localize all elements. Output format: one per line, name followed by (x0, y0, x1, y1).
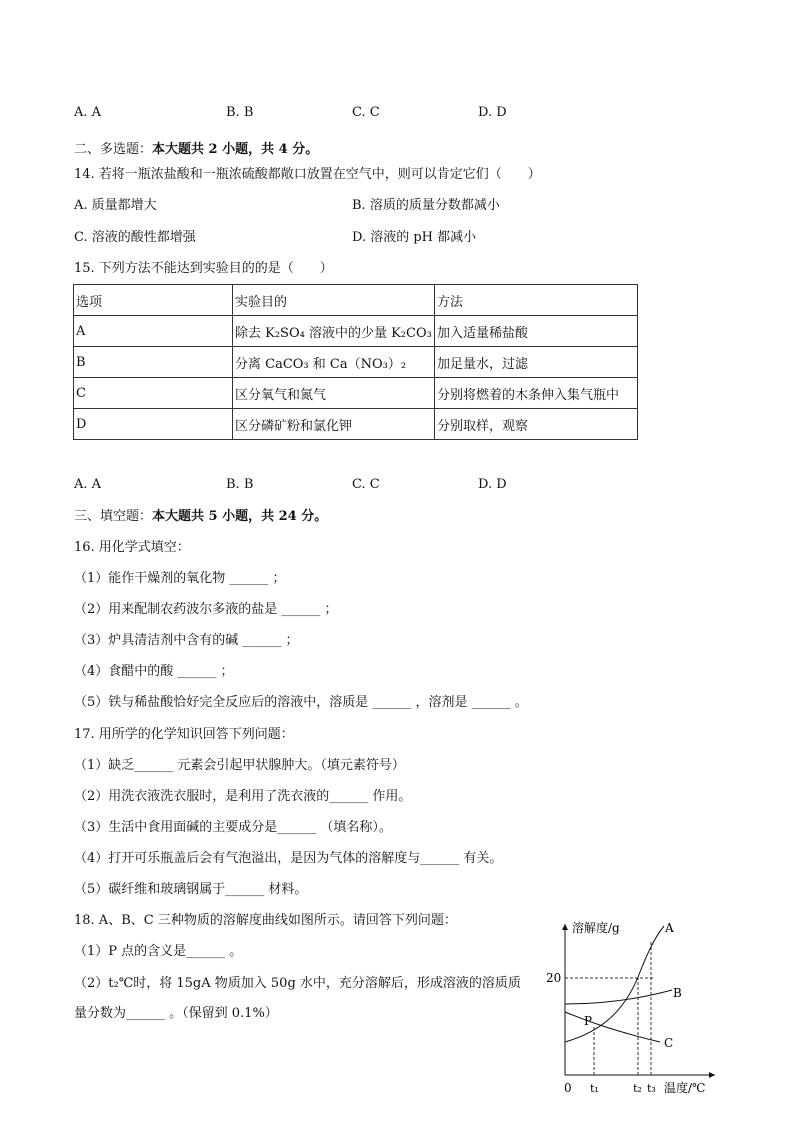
table-cell: 分别将燃着的木条伸入集气瓶中 (435, 378, 638, 409)
section-2-detail: 本大题共 2 小题，共 4 分。 (152, 142, 319, 157)
q14-option-c: C. 溶液的酸性都增强 (74, 230, 196, 245)
table-row (74, 409, 638, 440)
point-p-label: P (584, 1014, 593, 1028)
q15-table (73, 284, 638, 440)
x-tick-t2: t₂ (633, 1082, 642, 1095)
table-cell: B (74, 347, 233, 378)
q14-option-d: D. 溶液的 pH 都减小 (352, 230, 477, 245)
y-tick-20: 20 (546, 971, 562, 985)
q16-item-2: （2）用来配制农药波尔多液的盐是 ______ ； (74, 602, 338, 617)
q15-stem: 15. 下列方法不能达到实验目的的是（ ） (74, 261, 333, 276)
table-header-cell: 选项 (74, 285, 233, 316)
table-header-cell: 实验目的 (233, 285, 435, 316)
table-cell: 区分磷矿粉和氯化钾 (233, 409, 435, 440)
q13-option-a: A. A (74, 105, 102, 120)
q16-item-4: （4）食醋中的酸 ______ ； (74, 664, 234, 679)
x-tick-t3: t₃ (647, 1082, 656, 1095)
table-cell: 分别取样，观察 (435, 409, 638, 440)
q15-option-c: C. C (352, 477, 380, 492)
x-tick-t1: t₁ (590, 1082, 599, 1095)
x-axis-label: 温度/℃ (664, 1081, 706, 1095)
table-header-row (74, 285, 638, 316)
q18-item-2-line-1: （2）t₂℃时，将 15gA 物质加入 50g 水中，充分溶解后，形成溶液的溶质质 (74, 976, 521, 991)
q17-item-1: （1）缺乏______ 元素会引起甲状腺肿大。（填元素符号） (74, 758, 405, 773)
curve-a-label: A (665, 921, 674, 935)
table-cell: C (74, 378, 233, 409)
q16-item-3: （3）炉具清洁剂中含有的碱 ______ ； (74, 633, 299, 648)
table-cell: 区分氧气和氮气 (233, 378, 435, 409)
table-cell: D (74, 409, 233, 440)
section-2-heading (74, 142, 318, 158)
section-2-prefix: 二、多选题： (74, 142, 153, 157)
table-cell: 分离 CaCO₃ 和 Ca（NO₃）₂ (233, 347, 435, 378)
q15-option-d: D. D (478, 477, 507, 492)
curve-a (565, 926, 664, 1042)
q17-item-3: （3）生活中食用面碱的主要成分是______ （填名称）。 (74, 820, 392, 835)
q18-item-1: （1）P 点的含义是______ 。 (74, 944, 243, 959)
q13-option-c: C. C (352, 105, 380, 120)
y-axis-label: 溶解度/g (572, 921, 620, 935)
table-row (74, 347, 638, 378)
curve-b-label: B (673, 986, 682, 1000)
section-3-prefix: 三、填空题： (74, 509, 153, 524)
section-3-detail: 本大题共 5 小题，共 24 分。 (152, 509, 328, 524)
q15-option-b: B. B (226, 477, 254, 492)
q16-item-5: （5）铁与稀盐酸恰好完全反应后的溶液中，溶质是 ______ ，溶剂是 ______ 。 (74, 695, 528, 710)
q15-option-a: A. A (74, 477, 102, 492)
q17-item-4: （4）打开可乐瓶盖后会有气泡溢出，是因为气体的溶解度与______ 有关。 (74, 851, 503, 866)
curve-c-label: C (664, 1036, 674, 1050)
q18-item-2-line-2: 量分数为______ 。（保留到 0.1%） (74, 1006, 278, 1021)
table-cell: 加入适量稀盐酸 (435, 316, 638, 347)
curve-b (565, 990, 672, 1004)
q13-option-b: B. B (226, 105, 254, 120)
table-row (74, 378, 638, 409)
q14-option-a: A. 质量都增大 (74, 198, 157, 213)
section-3-heading (74, 509, 327, 525)
q18-stem: 18. A、B、C 三种物质的溶解度曲线如图所示。请回答下列问题： (74, 913, 457, 928)
q16-stem: 16. 用化学式填空： (74, 540, 190, 555)
table-cell: 加足量水，过滤 (435, 347, 638, 378)
q14-stem: 14. 若将一瓶浓盐酸和一瓶浓硫酸都敞口放置在空气中，则可以肯定它们（ ） (74, 167, 541, 182)
q17-item-5: （5）碳纤维和玻璃钢属于______ 材料。 (74, 882, 308, 897)
table-cell: A (74, 316, 233, 347)
table-cell: 除去 K₂SO₄ 溶液中的少量 K₂CO₃ (233, 316, 435, 347)
q17-item-2: （2）用洗衣液洗衣服时，是利用了洗衣液的______ 作用。 (74, 789, 412, 804)
solubility-curve-figure (540, 912, 730, 1097)
q13-option-d: D. D (478, 105, 507, 120)
q17-stem: 17. 用所学的化学知识回答下列问题： (74, 727, 294, 742)
origin-label: 0 (564, 1081, 572, 1095)
q14-option-b: B. 溶质的质量分数都减小 (352, 198, 500, 213)
table-row (74, 316, 638, 347)
q16-item-1: （1）能作干燥剂的氧化物 ______ ； (74, 571, 286, 586)
table-header-cell: 方法 (435, 285, 638, 316)
